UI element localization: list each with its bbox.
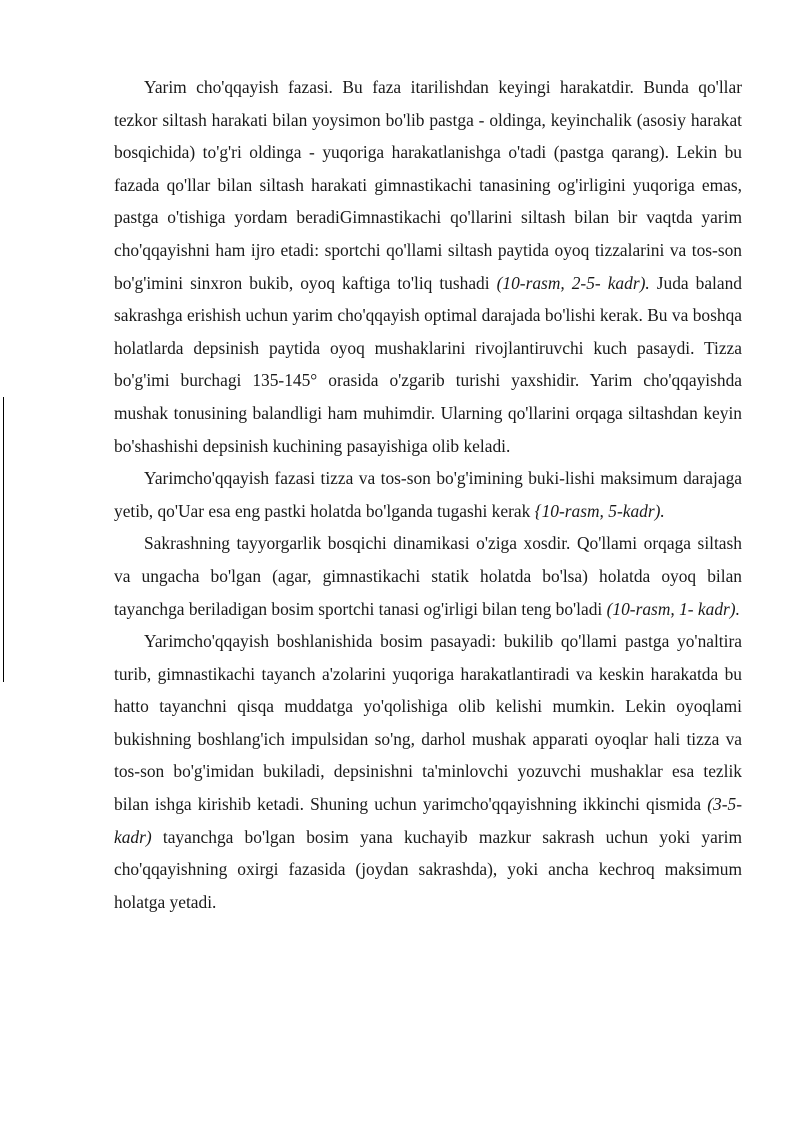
paragraph-2 xyxy=(114,462,742,527)
paragraph-1 xyxy=(114,71,742,462)
paragraph-3-figure-reference: (10-rasm, 1- kadr). xyxy=(606,598,740,619)
paragraph-1-text-1: Yarim cho'qqayish fazasi. Bu faza itarilishdan keyingi harakatdir. Bunda qo'llar tezkor siltash harakati bilan yoysimon bo'lib pastga - oldinga, keyinchalik (asosiy harakat bosqichida) to'g'ri oldinga - yuqoriga harakatlanishga o'tadi (pastga qarang). Lekin bu fazada qo'llar bilan siltash harakati gimnastikachi tanasining og'irligini yuqoriga emas, pastga o'tishiga yordam beradiGimnastikachi qo'llarini siltash bilan bir vaqtda yarim cho'qqayishni ham ijro etadi: sportchi qo'llami siltash paytida oyoq tizzalarini va tos-son bo'g'imini sinxron bukib, oyoq kaftiga to'liq tushadi xyxy=(114,77,742,293)
paragraph-4-figure-reference: (3-5- kadr) xyxy=(114,794,742,847)
paragraph-2-figure-reference: {10-rasm, 5-kadr). xyxy=(534,500,665,521)
paragraph-1-figure-reference: (10-rasm, 2-5- kadr). xyxy=(496,272,650,293)
paragraph-3 xyxy=(114,527,742,625)
paragraph-4-text-1: Yarimcho'qqayish boshlanishida bosim pasayadi: bukilib qo'llami pastga yo'naltira turib, gimnastikachi tayanch a'zolarini yuqoriga harakatlantiradi va keskin harakatda bu hatto tayanchni qisqa muddatga yo'qolishiga olib kelishi mumkin. Lekin oyoqlami bukishning boshlang'ich impulsidan so'ng, darhol mushak apparati oyoqlar hali tizza va tos-son bo'g'imidan bukiladi, depsinishni ta'minlovchi yozuvchi mushaklar esa tezlik bilan ishga kirishib ketadi. Shuning uchun yarimcho'qqayishning ikkinchi qismida xyxy=(114,631,742,815)
paragraph-3-text-1: Sakrashning tayyorgarlik bosqichi dinamikasi o'ziga xosdir. Qo'llami orqaga siltash va ungacha bo'lgan (agar, gimnastikachi statik holatda bo'lsa) holatda oyoq bilan tayanchga beriladigan bosim sportchi tanasi og'irligi bilan teng bo'ladi xyxy=(114,533,742,619)
margin-rule xyxy=(3,397,4,682)
paragraph-2-text-1: Yarimcho'qqayish fazasi tizza va tos-son bo'g'imining buki-lishi maksimum darajaga yetib, qo'Uar esa eng pastki holatda bo'lganda tugashi kerak xyxy=(114,468,742,521)
paragraph-4-text-2: tayanchga bo'lgan bosim yana kuchayib mazkur sakrash uchun yoki yarim cho'qqayishning oxirgi fazasida (joydan sakrashda), yoki ancha kechroq maksimum holatga yetadi. xyxy=(114,826,742,912)
paragraph-4 xyxy=(114,625,742,918)
paragraph-1-text-2: Juda baland sakrashga erishish uchun yarim cho'qqayish optimal darajada bo'lishi kerak. Bu va boshqa holatlarda depsinish paytida oyoq mushaklarini rivojlantiruvchi kuch pasaydi. Tizza bo'g'imi burchagi 135-145° orasida o'zgarib turishi yaxshidir. Yarim cho'qqayishda mushak tonusining balandligi ham muhimdir. Ularning qo'llarini orqaga siltashdan keyin bo'shashishi depsinish kuchining pasayishiga olib keladi. xyxy=(114,272,742,456)
page-body xyxy=(114,71,742,918)
